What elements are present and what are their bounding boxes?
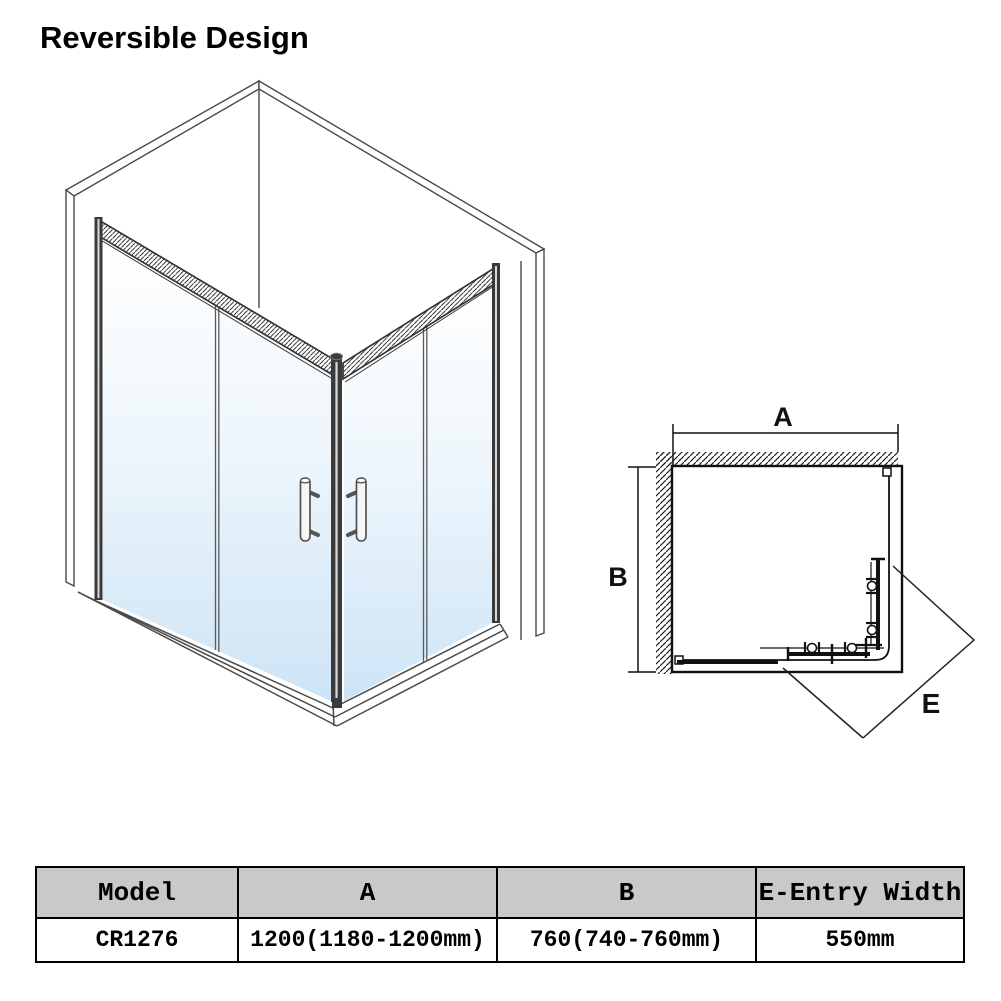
isometric-shower-drawing	[55, 70, 560, 735]
plan-wall-left	[656, 452, 672, 674]
header-entry-width: E-Entry Width	[756, 867, 964, 918]
spec-table-header-row	[36, 867, 964, 918]
cell-a: 1200(1180-1200mm)	[238, 918, 497, 962]
entry-e-label: E	[921, 688, 941, 719]
spec-table	[35, 866, 965, 963]
cell-b: 760(740-760mm)	[497, 918, 756, 962]
header-a: A	[238, 867, 497, 918]
plan-enclosure-frame	[672, 466, 902, 672]
plan-wall-top	[656, 452, 898, 466]
dimension-b	[628, 467, 656, 672]
header-model: Model	[36, 867, 238, 918]
page-title: Reversible Design	[40, 20, 309, 55]
plan-view-drawing	[600, 395, 1001, 760]
dim-a-label: A	[773, 402, 793, 432]
cell-model: CR1276	[36, 918, 238, 962]
spec-table-row	[36, 918, 964, 962]
glass-panel-left-face	[103, 238, 331, 701]
cell-entry-width: 550mm	[756, 918, 964, 962]
dim-b-label: B	[608, 562, 628, 592]
plan-bracket-top	[883, 468, 891, 476]
header-b: B	[497, 867, 756, 918]
